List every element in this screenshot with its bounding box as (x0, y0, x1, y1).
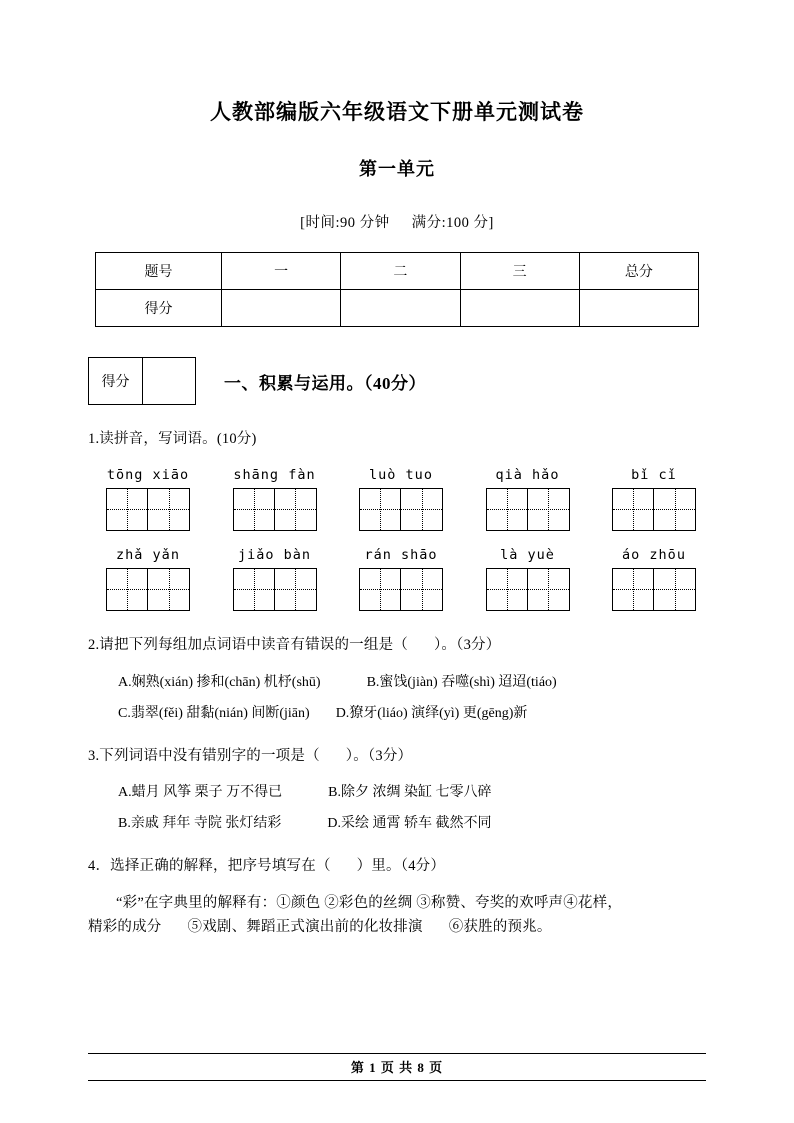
pinyin-label: áo zhōu (622, 546, 686, 563)
tianzige-cell[interactable] (148, 569, 189, 610)
tianzige-box[interactable] (106, 488, 190, 531)
score-cell-2[interactable] (341, 290, 460, 327)
question-2-option-d[interactable]: D.獠牙(liáo) 演绎(yì) 更(gēng)新 (335, 705, 528, 721)
pinyin-label: bǐ cǐ (631, 466, 677, 483)
pinyin-item (486, 467, 570, 531)
table-row (96, 253, 699, 290)
tianzige-cell[interactable] (654, 569, 695, 610)
tianzige-cell[interactable] (613, 489, 654, 530)
question-3-options (88, 781, 706, 832)
question-3-stem-text: 3.下列词语中没有错别字的一项是（ (88, 747, 320, 764)
score-table-wrapper (88, 252, 706, 327)
defen-input-cell[interactable] (143, 358, 195, 404)
score-table-row-label-0: 题号 (96, 253, 222, 290)
score-table (95, 252, 699, 327)
pinyin-item (106, 467, 190, 531)
exam-time: [时间:90 分钟 (300, 215, 390, 232)
section-header (88, 357, 706, 405)
pinyin-label: rán shāo (364, 546, 438, 563)
question-4-stem-text: 4．选择正确的解释，把序号填写在（ (88, 858, 331, 875)
explanation-line-2b: ⑤戏剧、舞蹈正式演出前的化妆排演 (187, 918, 423, 935)
page-subtitle: 第一单元 (359, 159, 435, 180)
option-line (118, 781, 706, 801)
pinyin-item (486, 547, 570, 611)
explanation-line-2c: ⑥获胜的预兆。 (448, 918, 552, 935)
question-2-stem (88, 635, 706, 657)
question-3-stem-tail: ）。（3分） (345, 747, 413, 764)
tianzige-box[interactable] (359, 568, 443, 611)
score-table-col-3: 总分 (579, 253, 698, 290)
score-table-col-0: 一 (222, 253, 341, 290)
explanation-line-2a: 精彩的成分 (88, 918, 162, 935)
pinyin-item (612, 467, 696, 531)
tianzige-box[interactable] (359, 488, 443, 531)
tianzige-cell[interactable] (528, 569, 569, 610)
page-title: 人教部编版六年级语文下册单元测试卷 (210, 100, 584, 124)
question-2-option-b[interactable]: B.蜜饯(jiàn) 吞噬(shì) 迢迢(tiáo) (366, 674, 557, 690)
pinyin-label: luò tuo (369, 466, 433, 483)
tianzige-box[interactable] (612, 488, 696, 531)
question-3-option-b[interactable]: B.除夕 浓绸 染缸 七零八碎 (328, 785, 492, 801)
question-2-option-c[interactable]: C.翡翠(fěi) 甜黏(nián) 间断(jiān) (118, 705, 310, 721)
tianzige-cell[interactable] (401, 489, 442, 530)
tianzige-cell[interactable] (401, 569, 442, 610)
tianzige-cell[interactable] (107, 489, 148, 530)
pinyin-item (106, 547, 190, 611)
tianzige-cell[interactable] (107, 569, 148, 610)
question-2-stem-tail: ）。（3分） (433, 636, 501, 653)
question-3-option-d[interactable]: D.采绘 通霄 轿车 截然不同 (327, 816, 492, 832)
explanation-line-1: “彩”在字典里的解释有：①颜色 ②彩色的丝绸 ③称赞、夸奖的欢呼声④花样， (116, 895, 623, 912)
option-line (118, 702, 706, 722)
pinyin-label: là yuè (500, 546, 555, 563)
tianzige-box[interactable] (486, 488, 570, 531)
tianzige-cell[interactable] (654, 489, 695, 530)
question-2-stem-text: 2.请把下列每组加点词语中读音有错误的一组是（ (88, 636, 408, 653)
score-cell-1[interactable] (222, 290, 341, 327)
tianzige-cell[interactable] (234, 489, 275, 530)
score-table-col-2: 三 (460, 253, 579, 290)
tianzige-cell[interactable] (360, 489, 401, 530)
pinyin-grid-block (88, 467, 706, 611)
pinyin-label: shāng fàn (233, 466, 316, 483)
question-3-option-a[interactable]: A.蜡月 风筝 栗子 万不得已 (118, 785, 283, 801)
page-footer (88, 1053, 706, 1081)
tianzige-cell[interactable] (360, 569, 401, 610)
exam-full-score: 满分:100 分] (411, 215, 494, 232)
score-cell-3[interactable] (460, 290, 579, 327)
tianzige-box[interactable] (106, 568, 190, 611)
exam-meta (88, 181, 706, 232)
tianzige-cell[interactable] (275, 489, 316, 530)
question-2-options (88, 671, 706, 722)
question-2-option-a[interactable]: A.娴熟(xián) 掺和(chān) 机杼(shū) (118, 674, 321, 690)
pinyin-label: zhǎ yǎn (116, 546, 180, 563)
tianzige-box[interactable] (233, 488, 317, 531)
page-number: 第 1 页 共 8 页 (350, 1060, 444, 1075)
question-1-stem: 1.读拼音，写词语。(10分) (88, 431, 257, 448)
defen-score-box (88, 357, 196, 405)
tianzige-cell[interactable] (487, 489, 528, 530)
pinyin-label: tōng xiāo (106, 466, 190, 483)
question-3-stem (88, 746, 706, 768)
question-3-option-c[interactable]: B.亲戚 拜年 寺院 张灯结彩 (118, 816, 282, 832)
pinyin-item (359, 467, 443, 531)
tianzige-box[interactable] (486, 568, 570, 611)
score-cell-total[interactable] (579, 290, 698, 327)
score-table-col-1: 二 (341, 253, 460, 290)
tianzige-cell[interactable] (148, 489, 189, 530)
pinyin-item (612, 547, 696, 611)
footer-rule-bottom (88, 1080, 706, 1081)
option-line (118, 812, 706, 832)
tianzige-box[interactable] (233, 568, 317, 611)
tianzige-cell[interactable] (613, 569, 654, 610)
question-4-explanation (88, 892, 706, 939)
pinyin-item (233, 467, 317, 531)
pinyin-label: qià hǎo (495, 466, 560, 483)
pinyin-item (359, 547, 443, 611)
tianzige-cell[interactable] (487, 569, 528, 610)
pinyin-label: jiǎo bàn (237, 546, 312, 563)
pinyin-item (233, 547, 317, 611)
pinyin-row-2 (88, 547, 706, 611)
score-table-row-label-1: 得分 (96, 290, 222, 327)
defen-label: 得分 (89, 358, 143, 404)
tianzige-cell[interactable] (528, 489, 569, 530)
pinyin-row-1 (88, 467, 706, 531)
option-line (118, 671, 706, 691)
tianzige-cell[interactable] (234, 569, 275, 610)
section-title: 一、积累与运用。（40分） (224, 373, 426, 393)
question-4-stem-tail: ）里。（4分） (356, 858, 446, 875)
tianzige-cell[interactable] (275, 569, 316, 610)
table-row (96, 290, 699, 327)
question-4-stem (88, 856, 706, 878)
tianzige-box[interactable] (612, 568, 696, 611)
